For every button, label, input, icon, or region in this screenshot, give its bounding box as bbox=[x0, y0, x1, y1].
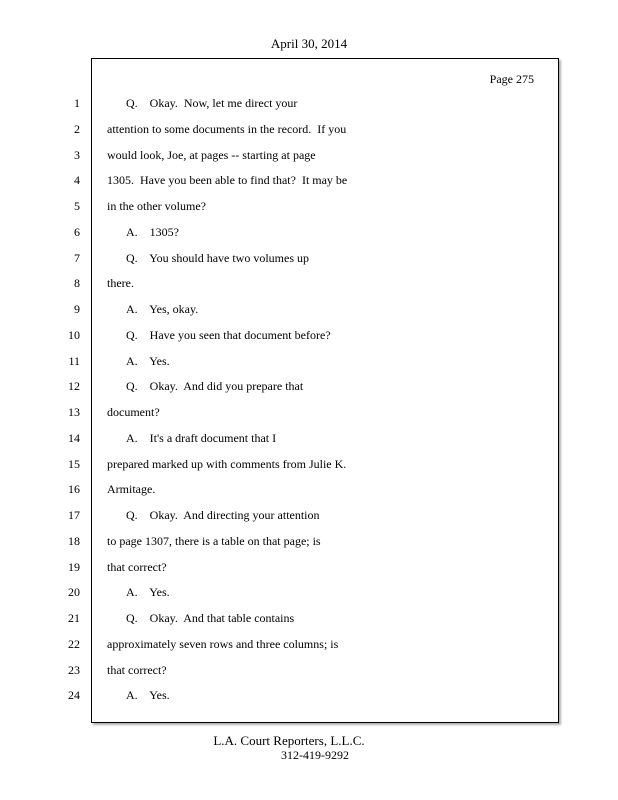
line-text: A. Yes. bbox=[126, 688, 170, 703]
transcript-line-6 bbox=[0, 224, 618, 250]
line-number: 12 bbox=[68, 379, 80, 394]
line-text: A. Yes. bbox=[126, 353, 170, 368]
transcript-line-5 bbox=[0, 198, 618, 224]
line-text: that correct? bbox=[107, 559, 167, 574]
transcript-line-14 bbox=[0, 430, 618, 456]
line-text: Q. Have you seen that document before? bbox=[126, 327, 331, 342]
line-text: in the other volume? bbox=[107, 199, 206, 213]
line-number: 1 bbox=[74, 96, 80, 110]
line-text: Q. Okay. And that table contains bbox=[126, 611, 295, 625]
line-number: 20 bbox=[68, 585, 80, 600]
line-number: 6 bbox=[74, 224, 80, 239]
transcript-line-18 bbox=[0, 533, 618, 559]
line-number: 4 bbox=[74, 173, 80, 188]
transcript-line-15 bbox=[0, 456, 618, 482]
line-number: 17 bbox=[68, 508, 80, 522]
transcript-line-21 bbox=[0, 610, 618, 636]
footer-phone: 312-419-9292 bbox=[281, 748, 349, 762]
line-text: there. bbox=[107, 276, 134, 291]
transcript-line-10 bbox=[0, 327, 618, 353]
line-number: 3 bbox=[74, 147, 80, 162]
transcript-line-4 bbox=[0, 172, 618, 198]
line-text: approximately seven rows and three columns; is bbox=[107, 636, 339, 651]
line-number: 8 bbox=[74, 276, 80, 291]
line-number: 13 bbox=[68, 405, 80, 419]
line-number: 23 bbox=[68, 662, 80, 677]
line-number: 14 bbox=[68, 430, 80, 445]
transcript-line-17 bbox=[0, 507, 618, 533]
line-text: would look, Joe, at pages -- starting at page bbox=[107, 147, 316, 162]
line-text: A. Yes. bbox=[126, 585, 170, 600]
transcript-line-23 bbox=[0, 662, 618, 688]
footer-company: L.A. Court Reporters, L.L.C. bbox=[213, 733, 365, 748]
line-number: 18 bbox=[68, 533, 80, 548]
line-number: 5 bbox=[74, 199, 80, 213]
transcript-line-24 bbox=[0, 687, 618, 713]
line-number: 19 bbox=[68, 559, 80, 574]
transcript-line-13 bbox=[0, 404, 618, 430]
line-number: 11 bbox=[68, 353, 80, 368]
transcript-line-9 bbox=[0, 301, 618, 327]
transcript-line-1 bbox=[0, 95, 618, 121]
line-text: A. It's a draft document that I bbox=[126, 430, 277, 445]
transcript-line-8 bbox=[0, 275, 618, 301]
line-text: A. 1305? bbox=[126, 224, 179, 239]
line-text: Q. Okay. And directing your attention bbox=[126, 508, 320, 522]
page-number: Page 275 bbox=[489, 72, 534, 86]
transcript-line-7 bbox=[0, 250, 618, 276]
line-text: 1305. Have you been able to find that? It may be bbox=[107, 173, 348, 188]
transcript-line-3 bbox=[0, 147, 618, 173]
line-text: Armitage. bbox=[107, 482, 156, 497]
transcript-line-11 bbox=[0, 353, 618, 379]
transcript-line-20 bbox=[0, 584, 618, 610]
line-text: prepared marked up with comments from Julie K. bbox=[107, 456, 347, 471]
line-number: 9 bbox=[74, 302, 80, 316]
line-text: document? bbox=[107, 405, 160, 419]
line-text: A. Yes, okay. bbox=[126, 302, 199, 316]
line-number: 10 bbox=[68, 327, 80, 342]
line-number: 16 bbox=[68, 482, 80, 497]
transcript-line-16 bbox=[0, 481, 618, 507]
line-text: Q. Okay. And did you prepare that bbox=[126, 379, 304, 394]
line-number: 2 bbox=[74, 121, 80, 136]
header-date: April 30, 2014 bbox=[270, 36, 348, 51]
line-number: 24 bbox=[68, 688, 80, 703]
line-text: to page 1307, there is a table on that page; is bbox=[107, 533, 321, 548]
transcript-lines bbox=[0, 95, 618, 713]
line-number: 22 bbox=[68, 636, 80, 651]
transcript-line-2 bbox=[0, 121, 618, 147]
line-text: Q. Okay. Now, let me direct your bbox=[126, 96, 298, 110]
line-text: that correct? bbox=[107, 662, 167, 677]
line-text: Q. You should have two volumes up bbox=[126, 250, 310, 265]
line-text: attention to some documents in the record. If you bbox=[107, 121, 347, 136]
line-number: 21 bbox=[68, 611, 80, 625]
transcript-line-12 bbox=[0, 378, 618, 404]
transcript-line-22 bbox=[0, 636, 618, 662]
line-number: 7 bbox=[74, 250, 80, 265]
line-number: 15 bbox=[68, 456, 80, 471]
transcript-line-19 bbox=[0, 559, 618, 585]
